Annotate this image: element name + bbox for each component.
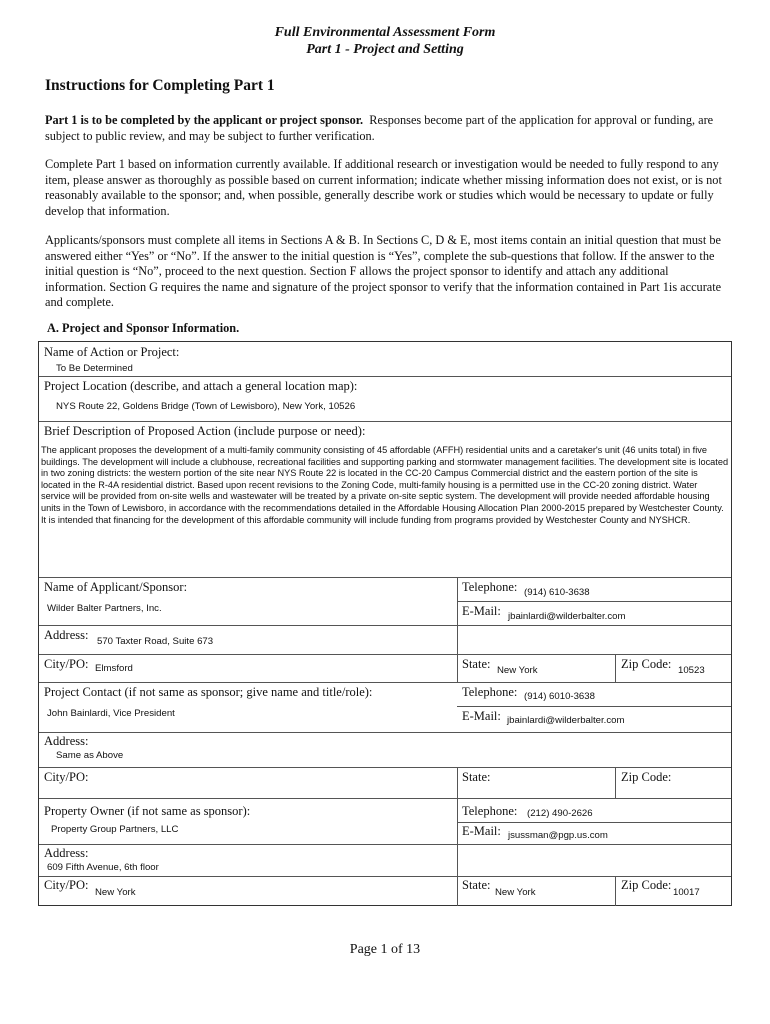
applicant-label: Name of Applicant/Sponsor: [44,580,188,594]
applicant-city-label: City/PO: [44,657,89,671]
applicant-city-field[interactable]: Elmsford [95,663,133,674]
row-divider [39,421,731,422]
applicant-name-field[interactable]: Wilder Balter Partners, Inc. [47,603,162,614]
instructions-paragraph-1 [45,113,725,144]
owner-email-field[interactable]: jsussman@pgp.us.com [508,830,608,841]
contact-telephone-field[interactable]: (914) 6010-3638 [524,691,595,702]
applicant-address-label: Address: [44,628,89,642]
applicant-email-label: E-Mail: [462,604,501,618]
row-divider [39,767,731,768]
row-divider [39,876,731,877]
contact-address-field[interactable]: Same as Above [56,750,124,761]
applicant-state-label: State: [462,657,491,671]
contact-email-field[interactable]: jbainlardi@wilderbalter.com [507,715,625,726]
owner-zip-field[interactable]: 10017 [673,887,700,898]
column-divider [457,577,458,682]
applicant-telephone-label: Telephone: [462,580,518,594]
owner-zip-label: Zip Code: [621,878,672,892]
owner-telephone-field[interactable]: (212) 490-2626 [527,808,593,819]
project-location-label: Project Location (describe, and attach a general location map): [44,379,358,393]
applicant-zip-field[interactable]: 10523 [678,665,705,676]
owner-city-label: City/PO: [44,878,89,892]
row-divider [39,654,731,655]
row-divider [457,822,731,823]
row-divider [39,625,731,626]
column-divider [615,654,616,682]
instructions-heading: Instructions for Completing Part 1 [45,77,275,94]
description-field[interactable]: The applicant proposes the development of a multi-family community consisting of 45 affordable (AFFH) residential units and a caretaker's unit (46 units total) in five buildings. The development will include a clubhouse, recreational facilities and supporting parking and stormwater management facilities. The development site is located in two zoning districts: the western portion of the site near NYS Route 22 is located in the CC-20 Campus Commercial district and the eastern portion of the site is located in the R-4A residential district. Based upon recent revisions to the Zoning Code, multi-family housing is a permitted use in the CC-20 zoning district. Water service will be provided from on-site wells and wastewater will be treated by a private on-site septic system. The development will provide needed affordable housing units in the Town of Lewisboro, in accordance with the recommendations detailed in the Affordable Housing Allocation Plan 2000-2015 prepared by Westchester County. It is intended that financing for the development of this affordable community will include funding from programs provided by Westchester County and NYSHCR. [41,445,729,525]
applicant-state-field[interactable]: New York [497,665,538,676]
owner-email-label: E-Mail: [462,824,501,838]
section-a-heading: A. Project and Sponsor Information. [47,321,240,335]
contact-state-label: State: [462,770,491,784]
row-divider [39,844,731,845]
form-title: Full Environmental Assessment Form [274,25,496,40]
instructions-p1-rest: Responses become part of the application for approval or funding, are subject to public review, and may be subject to further verification. [45,113,714,143]
row-divider [39,682,731,683]
row-divider [39,577,731,578]
owner-city-field[interactable]: New York [95,887,136,898]
row-divider [457,706,731,707]
owner-state-label: State: [462,878,491,892]
project-sponsor-form [38,341,732,906]
owner-telephone-label: Telephone: [462,804,518,818]
owner-name-field[interactable]: Property Group Partners, LLC [51,824,179,835]
project-name-field[interactable]: To Be Determined [56,363,133,374]
applicant-email-field[interactable]: jbainlardi@wilderbalter.com [508,611,626,622]
contact-zip-label: Zip Code: [621,770,672,784]
applicant-address-field[interactable]: 570 Taxter Road, Suite 673 [97,636,214,647]
column-divider [457,767,458,876]
row-divider [39,798,731,799]
instructions-paragraph-3: Applicants/sponsors must complete all items in Sections A & B. In Sections C, D & E, most items contain an initial question that must be answered either “Yes” or “No”. If the answer to the initial question is “Yes”, complete the sub-questions that follow. If the answer to the initial question is “No”, proceed to the next question. Section F allows the project sponsor to identify and attach any additional information. Section G requires the name and signature of the project sponsor to verify that the information contained in Part 1is accurate and complete. [45,233,722,309]
project-location-field[interactable]: NYS Route 22, Goldens Bridge (Town of Lewisboro), New York, 10526 [56,401,356,412]
column-divider [615,767,616,798]
owner-address-label: Address: [44,846,89,860]
contact-city-label: City/PO: [44,770,89,784]
page-number: Page 1 of 13 [349,942,421,957]
column-divider [615,876,616,906]
contact-name-field[interactable]: John Bainlardi, Vice President [47,708,175,719]
instructions-paragraph-2: Complete Part 1 based on information currently available. If additional research or investigation would be needed to fully respond to any item, please answer as thoroughly as possible based on current information; indicate whether missing information does not exist, or is not reasonably available to the sponsor; and, when possible, generally describe work or studies which would be necessary to update or fully develop that information. [45,157,722,218]
contact-email-label: E-Mail: [462,709,501,723]
row-divider [457,601,731,602]
row-divider [39,376,731,377]
row-divider [39,732,731,733]
project-name-label: Name of Action or Project: [44,345,180,359]
column-divider [457,876,458,906]
contact-label: Project Contact (if not same as sponsor; give name and title/role): [44,685,373,699]
owner-address-field[interactable]: 609 Fifth Avenue, 6th floor [47,862,159,873]
owner-label: Property Owner (if not same as sponsor): [44,804,251,818]
form-subtitle: Part 1 - Project and Setting [306,42,464,57]
description-label: Brief Description of Proposed Action (include purpose or need): [44,424,366,438]
applicant-zip-label: Zip Code: [621,657,672,671]
owner-state-field[interactable]: New York [495,887,536,898]
contact-address-label: Address: [44,734,89,748]
applicant-telephone-field[interactable]: (914) 610-3638 [524,587,590,598]
contact-telephone-label: Telephone: [462,685,518,699]
instructions-p1-bold: Part 1 is to be completed by the applicant or project sponsor. [45,113,364,127]
